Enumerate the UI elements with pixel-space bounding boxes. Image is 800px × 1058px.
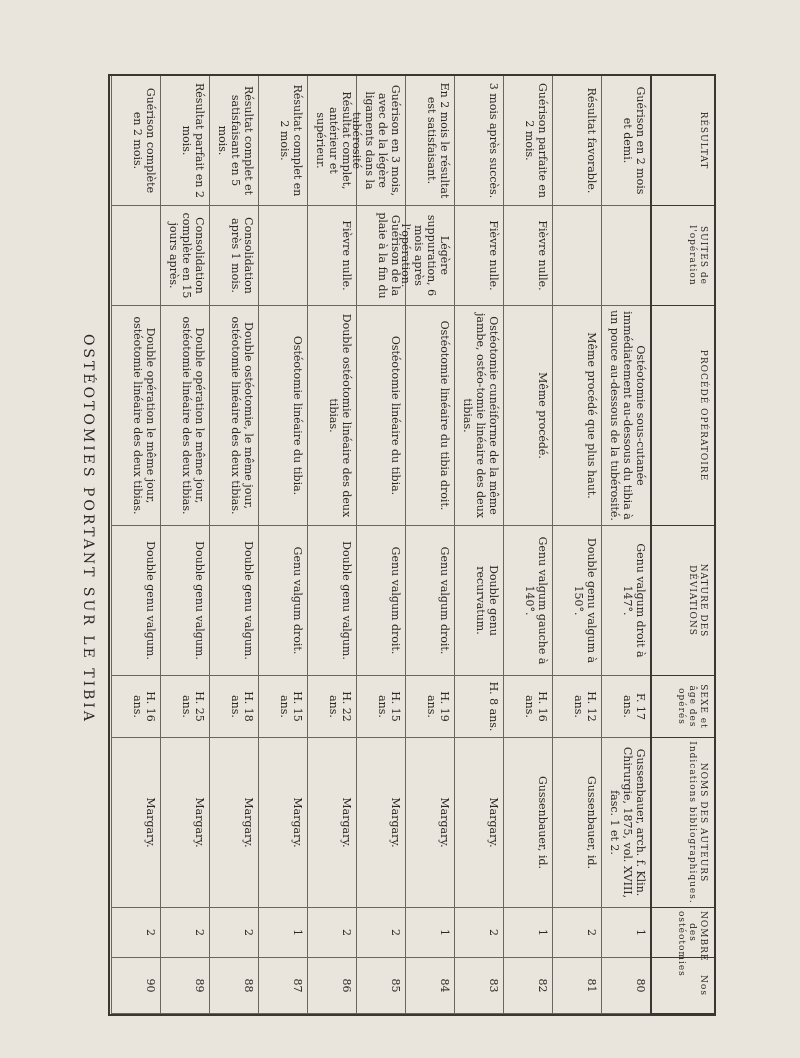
cell-nombre: 2 [111, 908, 160, 958]
cell-procede: Ostéotomie linéaire du tibia droit. [405, 306, 454, 526]
cell-resultat: Résultat complet en 2 mois. [258, 76, 307, 206]
cell-nature: Double genu valgum. [209, 526, 258, 676]
cell-num: 84 [405, 958, 454, 1014]
cell-suites [552, 206, 601, 306]
cell-nature: Double genu valgum à 150°. [552, 526, 601, 676]
cell-num: 90 [111, 958, 160, 1014]
cell-sexe: H. 15 ans. [258, 676, 307, 738]
cell-suites [258, 206, 307, 306]
data-table [108, 74, 716, 1016]
table-row [160, 76, 209, 1014]
cell-nature: Double genu recurvatum. [454, 526, 503, 676]
header-nombre: NOMBRE des ostéotomies [650, 908, 714, 958]
cell-num: 85 [356, 958, 405, 1014]
cell-nombre: 2 [552, 908, 601, 958]
cell-sexe: H. 19 ans. [405, 676, 454, 738]
header-nature: NATURE DES DÉVIATIONS [650, 526, 714, 676]
cell-auteurs: Margary. [454, 738, 503, 908]
cell-nature: Genu valgum droit. [405, 526, 454, 676]
cell-auteurs: Gussenbauer, id. [552, 738, 601, 908]
cell-nature: Double genu valgum. [160, 526, 209, 676]
table-header [650, 76, 714, 1014]
cell-procede: Double ostéotomie, le même jour, ostéotomie linéaire des deux tibias. [209, 306, 258, 526]
cell-sexe: H. 16 ans. [111, 676, 160, 738]
cell-sexe: H. 18 ans. [209, 676, 258, 738]
table-row [399, 76, 454, 1014]
cell-nature: Genu valgum droit à 147°. [601, 526, 650, 676]
header-suites: SUITES de l'opération [650, 206, 714, 306]
cell-nature: Double genu valgum. [111, 526, 160, 676]
cell-num: 89 [160, 958, 209, 1014]
cell-procede: Même procédé. [503, 306, 552, 526]
cell-procede: Double opération le même jour, ostéotomie linéaire des deux tibias. [111, 306, 160, 526]
cell-procede: Ostéotomie linéaire du tibia. [356, 306, 405, 526]
cell-num: 81 [552, 958, 601, 1014]
cell-sexe: H. 12 ans. [552, 676, 601, 738]
header-procede: PROCÉDÉ OPÉRATOIRE [650, 306, 714, 526]
cell-resultat: En 2 mois le résultat est satisfaisant. [405, 76, 454, 206]
cell-nature: Genu valgum gauche à 140°. [503, 526, 552, 676]
table-row [601, 76, 650, 1014]
cell-sexe: H. 15 ans. [356, 676, 405, 738]
cell-nature: Double genu valgum. [307, 526, 356, 676]
cell-num: 88 [209, 958, 258, 1014]
cell-suites [601, 206, 650, 306]
cell-resultat: Résultat parfait en 2 mois. [160, 76, 209, 206]
cell-nature: Genu valgum droit. [356, 526, 405, 676]
cell-procede: Double ostéotomie linéaire des deux tibias. [307, 306, 356, 526]
cell-nombre: 1 [258, 908, 307, 958]
cell-suites: Fièvre nulle. [454, 206, 503, 306]
cell-resultat: Guérison en 2 mois et demi. [601, 76, 650, 206]
table-row [258, 76, 307, 1014]
cell-auteurs: Gussenbauer, id. [503, 738, 552, 908]
cell-suites [111, 206, 160, 306]
cell-suites: Fièvre nulle. [307, 206, 356, 306]
cell-nombre: 2 [209, 908, 258, 958]
table-row [307, 76, 356, 1014]
cell-procede: Ostéotomie cunéiforme de la même jambe, ostéo-tomie linéaire des deux tibias. [454, 306, 503, 526]
cell-nombre: 2 [454, 908, 503, 958]
table-row [111, 76, 160, 1014]
cell-auteurs: Margary. [160, 738, 209, 908]
table-row [209, 76, 258, 1014]
cell-num: 86 [307, 958, 356, 1014]
header-sexe: SEXE et âge des opérés [650, 676, 714, 738]
page-title: OSTÉOTOMIES PORTANT SUR LE TIBIA [80, 333, 96, 725]
cell-procede: Ostéotomie sous-cutanée immédiatement au-dessous du tibia à un pouce au-dessous de la tubérosité. [601, 306, 650, 526]
cell-nombre: 1 [601, 908, 650, 958]
cell-auteurs: Margary. [258, 738, 307, 908]
cell-nombre: 1 [503, 908, 552, 958]
cell-auteurs: Margary. [405, 738, 454, 908]
cell-resultat: Résultat favorable. [552, 76, 601, 206]
cell-num: 87 [258, 958, 307, 1014]
cell-procede: Même procédé que plus haut. [552, 306, 601, 526]
table-row [503, 76, 552, 1014]
cell-resultat: Guérison en 3 mois, avec de la légère ligaments dans la tubérosité [356, 76, 405, 206]
cell-auteurs: Gussenbauer, arch. f. Klin. Chirurgie, 1875, vol. XVIII, fasc. 1 et 2. [601, 738, 650, 908]
cell-resultat: 3 mois après succès. [454, 76, 503, 206]
cell-sexe: H. 16 ans. [503, 676, 552, 738]
cell-nombre: 2 [356, 908, 405, 958]
cell-auteurs: Margary. [209, 738, 258, 908]
cell-suites: Consolidation après 1 mois. [209, 206, 258, 306]
cell-nombre: 2 [160, 908, 209, 958]
cell-auteurs: Margary. [356, 738, 405, 908]
cell-suites: Guérison de la plaie à la fin du [356, 206, 405, 306]
header-auteurs: NOMS DES AUTEURS Indications bibliographiques. [650, 738, 714, 908]
cell-nature: Genu valgum droit. [258, 526, 307, 676]
cell-sexe: H. 22 ans. [307, 676, 356, 738]
cell-num: 80 [601, 958, 650, 1014]
cell-auteurs: Margary. [111, 738, 160, 908]
cell-resultat: Guérison parfaite en 2 mois. [503, 76, 552, 206]
cell-sexe: F. 17 ans. [601, 676, 650, 738]
table-row [552, 76, 601, 1014]
header-num: Nos [650, 958, 714, 1014]
cell-suites: Fièvre nulle. [503, 206, 552, 306]
cell-sexe: H. 8 ans. [454, 676, 503, 738]
cell-resultat: Guérison complète en 2 mois. [111, 76, 160, 206]
cell-resultat: Résultat complet, antérieur et supérieur. [307, 76, 356, 206]
header-resultat: RÉSULTAT [650, 76, 714, 206]
cell-suites: Légère suppuration, 6 mois après l'opération. [405, 206, 454, 306]
cell-procede: Double opération le même jour, ostéotomie linéaire des deux tibias. [160, 306, 209, 526]
cell-num: 83 [454, 958, 503, 1014]
table-row [350, 76, 405, 1014]
cell-nombre: 1 [405, 908, 454, 958]
cell-resultat: Résultat complet et satisfaisant en 5 mois. [209, 76, 258, 206]
cell-suites: Consolidation complète en 15 jours après. [160, 206, 209, 306]
cell-auteurs: Margary. [307, 738, 356, 908]
cell-procede: Ostéotomie linéaire du tibia. [258, 306, 307, 526]
cell-nombre: 2 [307, 908, 356, 958]
cell-sexe: H. 25 ans. [160, 676, 209, 738]
table-row [454, 76, 503, 1014]
cell-num: 82 [503, 958, 552, 1014]
